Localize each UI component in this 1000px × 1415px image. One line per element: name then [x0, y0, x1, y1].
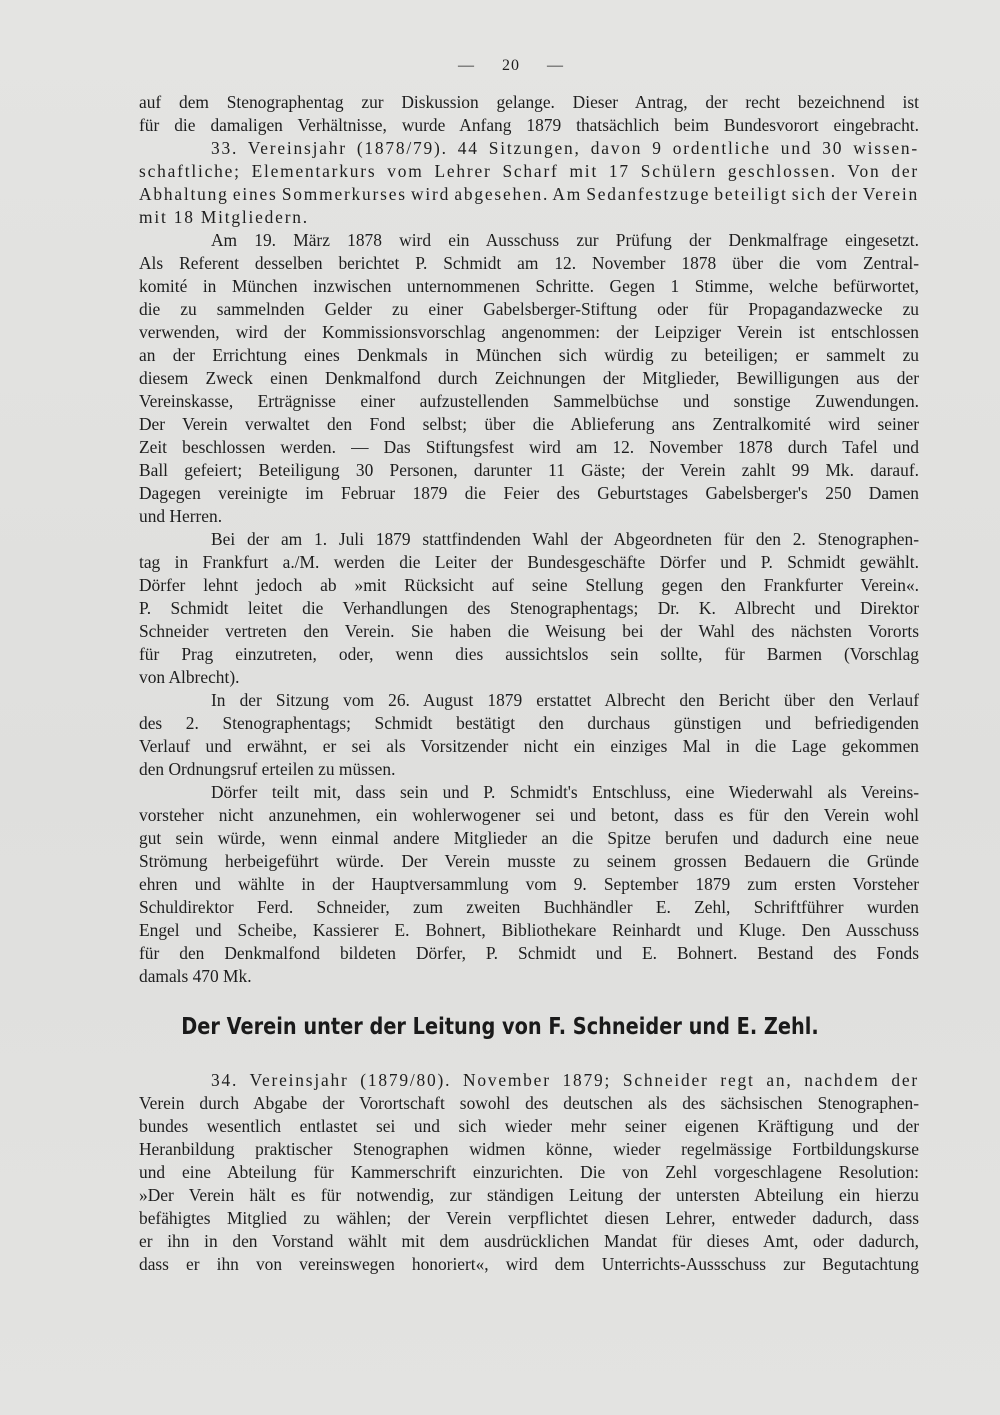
text-line: vorsteher nicht anzunehmen, ein wohlerwogener sei und betont, dass es für den Verein wohl: [139, 805, 919, 825]
text-line: von Albrecht).: [139, 667, 240, 687]
text-line: Ball gefeiert; Beteiligung 30 Personen, darunter 11 Gäste; der Verein zahlt 99 Mk. darauf.: [139, 460, 919, 480]
text-line: den Ordnungsruf erteilen zu müssen.: [139, 759, 396, 779]
text-line: Dagegen vereinigte im Februar 1879 die Feier des Geburtstages Gabelsberger's 250 Damen: [139, 483, 919, 503]
section-heading: Der Verein unter der Leitung von F. Schneider und E. Zehl.: [181, 1014, 819, 1040]
text-line: gut sein würde, wenn einmal andere Mitglieder an die Spitze berufen und dadurch eine neue: [139, 828, 919, 848]
text-line: In der Sitzung vom 26. August 1879 erstattet Albrecht den Bericht über den Verlauf: [211, 690, 919, 710]
text-line: auf dem Stenographentag zur Diskussion gelange. Dieser Antrag, der recht bezeichnend ist: [139, 92, 919, 112]
text-line: Schuldirektor Ferd. Schneider, zum zweiten Buchhändler E. Zehl, Schriftführer wurden: [139, 897, 919, 917]
text-line: Dörfer teilt mit, dass sein und P. Schmidt's Entschluss, eine Wiederwahl als Vereins-: [211, 782, 919, 802]
text-line: 33. Vereinsjahr (1878/79). 44 Sitzungen, davon 9 ordentliche und 30 wissen-: [211, 138, 919, 158]
text-line: diesem Zweck einen Denkmalfond durch Zeichnungen der Mitglieder, Bewilligungen aus der: [139, 368, 919, 388]
text-line: Als Referent desselben berichtet P. Schmidt am 12. November 1878 über die vom Zentral-: [139, 253, 919, 273]
text-line: Verein durch Abgabe der Vorortschaft sowohl des deutschen als des sächsischen Stenographen-: [139, 1093, 919, 1113]
text-line: Schneider vertreten den Verein. Sie haben die Weisung bei der Wahl des nächsten Vororts: [139, 621, 919, 641]
text-line: Heranbildung praktischer Stenographen widmen könne, wieder regelmässige Fortbildungskurse: [139, 1139, 919, 1159]
body-text-block-2: [139, 1069, 919, 1276]
text-line: für Prag einzutreten, oder, wenn dies aussichtslos sein sollte, für Barmen (Vorschlag: [139, 644, 919, 664]
text-line: Bei der am 1. Juli 1879 stattfindenden Wahl der Abgeordneten für den 2. Stenographen-: [211, 529, 919, 549]
text-line: befähigtes Mitglied zu wählen; der Verein verpflichtet diesen Lehrer, entweder dadurch, dass: [139, 1208, 919, 1228]
text-line: schaftliche; Elementarkurs vom Lehrer Scharf mit 17 Schülern geschlossen. Von der: [139, 161, 919, 181]
text-line: Strömung herbeigeführt würde. Der Verein musste zu seinem grossen Bedauern die Gründe: [139, 851, 919, 871]
text-line: bundes wesentlich entlastet sei und sich wieder mehr seiner eigenen Kräftigung und der: [139, 1116, 919, 1136]
text-line: er ihn in den Vorstand wählt mit dem ausdrücklichen Mandat für dieses Amt, oder dadurch,: [139, 1231, 919, 1251]
page-number-dash-right: —: [547, 57, 564, 74]
text-line: P. Schmidt leitet die Verhandlungen des Stenographentags; Dr. K. Albrecht und Direktor: [139, 598, 919, 618]
text-line: Der Verein verwaltet den Fond selbst; über die Ablieferung ans Zentralkomité wird seiner: [139, 414, 919, 434]
text-line: an der Errichtung eines Denkmals in München sich würdig zu beteiligen; er sammelt zu: [139, 345, 919, 365]
text-line: des 2. Stenographentags; Schmidt bestätigt den durchaus günstigen und befriedigenden: [139, 713, 919, 733]
text-line: »Der Verein hält es für notwendig, zur ständigen Leitung der untersten Abteilung ein hierzu: [139, 1185, 919, 1205]
page-number: 20: [502, 57, 520, 74]
text-line: Am 19. März 1878 wird ein Ausschuss zur Prüfung der Denkmalfrage eingesetzt.: [211, 230, 919, 250]
text-line: tag in Frankfurt a./M. werden die Leiter der Bundesgeschäfte Dörfer und P. Schmidt gewählt.: [139, 552, 919, 572]
text-line: für die damaligen Verhältnisse, wurde Anfang 1879 thatsächlich beim Bundesvorort eingebracht.: [139, 115, 919, 135]
text-line: komité in München inzwischen unternommenen Schritte. Gegen 1 Stimme, welche befürwortet,: [139, 276, 919, 296]
text-line: Vereinskasse, Erträgnisse einer aufzustellenden Sammelbüchse und sonstige Zuwendungen.: [139, 391, 919, 411]
text-line: und Herren.: [139, 506, 223, 526]
text-line: für den Denkmalfond bildeten Dörfer, P. Schmidt und E. Bohnert. Bestand des Fonds: [139, 943, 919, 963]
text-line: die zu sammelnden Gelder zu einer Gabelsberger-Stiftung oder für Propagandazwecke zu: [139, 299, 919, 319]
text-line: Abhaltung eines Sommerkurses wird abgesehen. Am Sedanfestzuge beteiligt sich der Verein: [139, 184, 919, 204]
body-text-block-1: [139, 91, 919, 988]
text-line: verwenden, wird der Kommissionsvorschlag angenommen: der Leipziger Verein ist entschlossen: [139, 322, 919, 342]
page-number-header: [0, 57, 1000, 75]
text-line: Engel und Scheibe, Kassierer E. Bohnert, Bibliothekare Reinhardt und Kluge. Den Ausschuss: [139, 920, 919, 940]
text-line: mit 18 Mitgliedern.: [139, 207, 309, 227]
text-line: Zeit beschlossen werden. — Das Stiftungsfest wird am 12. November 1878 durch Tafel und: [139, 437, 919, 457]
text-line: ehren und wählte in der Hauptversammlung vom 9. September 1879 zum ersten Vorsteher: [139, 874, 919, 894]
text-line: Dörfer lehnt jedoch ab »mit Rücksicht auf seine Stellung gegen den Frankfurter Verein«.: [139, 575, 919, 595]
text-line: dass er ihn von vereinswegen honoriert«, wird dem Unterrichts-Aussschuss zur Begutachtung: [139, 1254, 919, 1274]
text-line: damals 470 Mk.: [139, 966, 252, 986]
text-line: Verlauf und erwähnt, er sei als Vorsitzender nicht ein einziges Mal in die Lage gekommen: [139, 736, 919, 756]
text-line: 34. Vereinsjahr (1879/80). November 1879; Schneider regt an, nachdem der: [211, 1070, 919, 1090]
page-number-dash-left: —: [458, 57, 475, 74]
text-line: und eine Abteilung für Kammerschrift einzurichten. Die von Zehl vorgeschlagene Resolution:: [139, 1162, 919, 1182]
